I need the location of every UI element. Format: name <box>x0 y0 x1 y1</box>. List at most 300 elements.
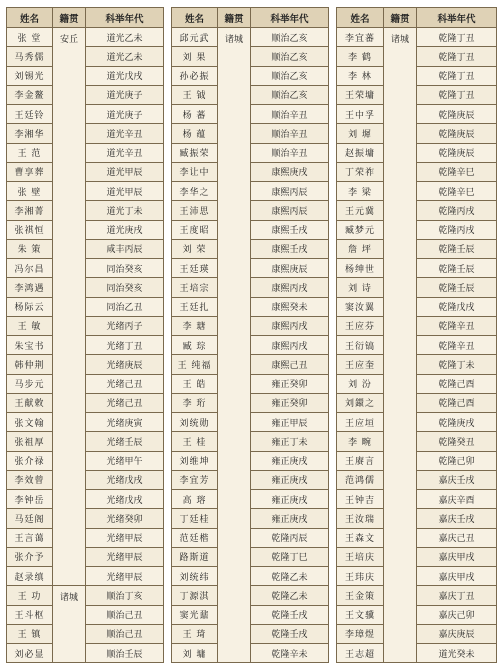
table-row <box>7 432 164 451</box>
cell-name: 张 堂 <box>7 28 53 47</box>
cell-name: 刘统勋 <box>172 413 218 432</box>
table-row <box>337 162 497 181</box>
cell-era: 乾隆丁未 <box>417 355 497 374</box>
cell-era: 道光庚子 <box>86 105 164 124</box>
table-row <box>337 259 497 278</box>
cell-era: 同治乙丑 <box>86 297 164 316</box>
cell-era: 光绪甲辰 <box>86 528 164 547</box>
table-row <box>172 374 329 393</box>
table-row <box>337 316 497 335</box>
table-row <box>337 644 497 663</box>
cell-era: 雍正癸卯 <box>251 374 329 393</box>
cell-era: 嘉庆己卯 <box>417 605 497 624</box>
cell-era: 乾隆乙未 <box>251 586 329 605</box>
cell-era: 嘉庆甲戌 <box>417 567 497 586</box>
cell-era: 光绪庚辰 <box>86 355 164 374</box>
header-name: 姓名 <box>7 8 53 28</box>
table-row <box>337 509 497 528</box>
cell-era: 嘉庆甲戌 <box>417 547 497 566</box>
cell-era: 康熙己丑 <box>251 355 329 374</box>
cell-name: 范鸿儒 <box>337 470 384 489</box>
table-row <box>337 432 497 451</box>
cell-name: 王培庆 <box>337 547 384 566</box>
table-row <box>172 528 329 547</box>
table-row <box>7 162 164 181</box>
cell-name: 杨 蕴 <box>172 124 218 143</box>
cell-era: 光绪戊戌 <box>86 490 164 509</box>
table-row <box>7 490 164 509</box>
table-row <box>172 413 329 432</box>
cell-era: 顺治辛丑 <box>251 124 329 143</box>
table-row <box>337 567 497 586</box>
cell-name: 赵振墉 <box>337 143 384 162</box>
cell-name: 臧梦元 <box>337 220 384 239</box>
cell-name: 刘锡光 <box>7 66 53 85</box>
table-row <box>337 220 497 239</box>
header-row <box>172 8 329 28</box>
cell-era: 光绪壬辰 <box>86 432 164 451</box>
table-row <box>337 278 497 297</box>
table-row <box>172 47 329 66</box>
cell-name: 李 珩 <box>172 393 218 412</box>
table-row <box>337 85 497 104</box>
cell-era: 乾隆丙戌 <box>417 220 497 239</box>
cell-era: 康熙丙戌 <box>251 336 329 355</box>
cell-name: 刘鐶之 <box>337 393 384 412</box>
cell-name: 张文翰 <box>7 413 53 432</box>
cell-name: 窦光鼐 <box>172 605 218 624</box>
cell-era: 顺治己丑 <box>86 605 164 624</box>
cell-era: 嘉庆丁丑 <box>417 586 497 605</box>
cell-era: 乾隆乙未 <box>251 567 329 586</box>
cell-place: 安丘 <box>53 28 86 586</box>
table-row <box>172 393 329 412</box>
cell-era: 光绪戊戌 <box>86 470 164 489</box>
cell-name: 李璋煜 <box>337 624 384 643</box>
table-row <box>7 528 164 547</box>
cell-name: 李宜蕃 <box>337 28 384 47</box>
cell-name: 王 皓 <box>172 374 218 393</box>
cell-name: 李金鳌 <box>7 85 53 104</box>
table-row <box>172 605 329 624</box>
cell-era: 乾隆庚戌 <box>417 413 497 432</box>
table-row <box>337 297 497 316</box>
header-row <box>337 8 497 28</box>
table-row <box>337 490 497 509</box>
table-row <box>172 278 329 297</box>
cell-era: 顺治辛丑 <box>251 143 329 162</box>
cell-name: 李效曾 <box>7 470 53 489</box>
cell-era: 乾隆壬辰 <box>417 278 497 297</box>
cell-name: 张介予 <box>7 547 53 566</box>
table-row <box>337 605 497 624</box>
cell-name: 冯尔昌 <box>7 259 53 278</box>
table-row <box>7 336 164 355</box>
cell-era: 顺治辛丑 <box>251 105 329 124</box>
header-era: 科举年代 <box>251 8 329 28</box>
cell-era: 乾隆丁丑 <box>417 66 497 85</box>
header-place: 籍贯 <box>53 8 86 28</box>
cell-era: 道光辛丑 <box>86 143 164 162</box>
table-row <box>7 220 164 239</box>
cell-name: 李湘菁 <box>7 201 53 220</box>
cell-name: 王培宗 <box>172 278 218 297</box>
roster-tables <box>6 7 496 660</box>
cell-name: 刘 墀 <box>337 124 384 143</box>
header-place: 籍贯 <box>384 8 417 28</box>
cell-era: 嘉庆壬戌 <box>417 470 497 489</box>
cell-name: 王汝瑞 <box>337 509 384 528</box>
cell-name: 刘维坤 <box>172 451 218 470</box>
cell-era: 康熙壬戌 <box>251 239 329 258</box>
cell-era: 道光乙未 <box>86 47 164 66</box>
table-row <box>337 105 497 124</box>
table-row <box>337 28 497 47</box>
header-row <box>7 8 164 28</box>
cell-era: 乾隆庚辰 <box>417 124 497 143</box>
table-row <box>7 66 164 85</box>
table-row <box>337 47 497 66</box>
header-era: 科举年代 <box>417 8 497 28</box>
cell-name: 王元冀 <box>337 201 384 220</box>
table-row <box>7 393 164 412</box>
cell-era: 顺治乙亥 <box>251 85 329 104</box>
cell-era: 道光癸未 <box>417 644 497 663</box>
table-row <box>337 66 497 85</box>
table-row <box>172 355 329 374</box>
cell-era: 乾隆庚辰 <box>417 105 497 124</box>
cell-era: 顺治丁亥 <box>86 586 164 605</box>
table-row <box>172 451 329 470</box>
cell-name: 张祖厚 <box>7 432 53 451</box>
cell-name: 王金策 <box>337 586 384 605</box>
cell-era: 光绪丁丑 <box>86 336 164 355</box>
cell-name: 詹 坪 <box>337 239 384 258</box>
table-row <box>337 470 497 489</box>
cell-name: 王 范 <box>7 143 53 162</box>
table-row <box>172 124 329 143</box>
cell-name: 朱 策 <box>7 239 53 258</box>
table-row <box>172 162 329 181</box>
cell-era: 光绪己丑 <box>86 374 164 393</box>
table-row <box>172 259 329 278</box>
cell-name: 丁廷桂 <box>172 509 218 528</box>
cell-era: 道光丁未 <box>86 201 164 220</box>
cell-name: 臧振荣 <box>172 143 218 162</box>
cell-name: 刘 汾 <box>337 374 384 393</box>
table-row <box>7 239 164 258</box>
cell-era: 嘉庆庚辰 <box>417 624 497 643</box>
cell-name: 路斯道 <box>172 547 218 566</box>
cell-era: 光绪庚寅 <box>86 413 164 432</box>
cell-name: 王 钺 <box>172 85 218 104</box>
cell-era: 嘉庆己丑 <box>417 528 497 547</box>
cell-name: 马步元 <box>7 374 53 393</box>
cell-era: 雍正庚戌 <box>251 490 329 509</box>
cell-name: 王应奎 <box>337 355 384 374</box>
cell-era: 光绪甲辰 <box>86 547 164 566</box>
table-row <box>337 528 497 547</box>
header-place: 籍贯 <box>218 8 251 28</box>
cell-name: 张祺恒 <box>7 220 53 239</box>
header-name: 姓名 <box>337 8 384 28</box>
cell-name: 王应垣 <box>337 413 384 432</box>
table-row <box>172 28 329 47</box>
cell-era: 顺治乙亥 <box>251 28 329 47</box>
cell-name: 王志超 <box>337 644 384 663</box>
table-row <box>7 374 164 393</box>
cell-era: 咸丰丙辰 <box>86 239 164 258</box>
cell-era: 康熙庚戌 <box>251 162 329 181</box>
cell-era: 乾隆壬辰 <box>417 239 497 258</box>
cell-name: 王 敏 <box>7 316 53 335</box>
table-row <box>7 201 164 220</box>
roster-table-1 <box>6 7 164 663</box>
table-row <box>172 239 329 258</box>
cell-era: 雍正庚戌 <box>251 470 329 489</box>
cell-name: 杨际云 <box>7 297 53 316</box>
cell-era: 乾隆癸丑 <box>417 432 497 451</box>
cell-era: 乾隆辛丑 <box>417 316 497 335</box>
table-row <box>7 509 164 528</box>
table-row <box>7 124 164 143</box>
table-row <box>172 586 329 605</box>
cell-era: 道光庚子 <box>86 85 164 104</box>
cell-era: 光绪癸卯 <box>86 509 164 528</box>
table-row <box>337 336 497 355</box>
cell-name: 王廷扎 <box>172 297 218 316</box>
cell-era: 乾隆丙辰 <box>251 528 329 547</box>
table-row <box>337 393 497 412</box>
cell-name: 王沛思 <box>172 201 218 220</box>
table-row <box>7 47 164 66</box>
cell-era: 嘉庆辛酉 <box>417 490 497 509</box>
table-row <box>7 547 164 566</box>
table-row <box>7 470 164 489</box>
table-row <box>7 85 164 104</box>
cell-era: 顺治乙亥 <box>251 66 329 85</box>
table-row <box>7 567 164 586</box>
cell-era: 乾隆己酉 <box>417 393 497 412</box>
cell-era: 顺治壬辰 <box>86 644 164 663</box>
cell-name: 李钟岳 <box>7 490 53 509</box>
cell-era: 顺治乙亥 <box>251 47 329 66</box>
cell-era: 道光甲辰 <box>86 162 164 181</box>
cell-name: 王斗枢 <box>7 605 53 624</box>
table-row <box>7 644 164 663</box>
cell-name: 王言蔼 <box>7 528 53 547</box>
cell-era: 同治癸亥 <box>86 278 164 297</box>
cell-place: 诸城 <box>53 586 86 663</box>
cell-era: 康熙丙辰 <box>251 201 329 220</box>
cell-name: 王中孚 <box>337 105 384 124</box>
cell-name: 臧 琮 <box>172 336 218 355</box>
cell-name: 马秀儒 <box>7 47 53 66</box>
table-row <box>337 124 497 143</box>
cell-name: 李湘华 <box>7 124 53 143</box>
cell-name: 丁荣祚 <box>337 162 384 181</box>
cell-name: 李 梁 <box>337 182 384 201</box>
cell-era: 乾隆戊戌 <box>417 297 497 316</box>
table-row <box>337 201 497 220</box>
cell-name: 王 桂 <box>172 432 218 451</box>
table-row <box>7 605 164 624</box>
cell-name: 王廷铃 <box>7 105 53 124</box>
cell-era: 康熙庚辰 <box>251 259 329 278</box>
table-row <box>7 586 164 605</box>
cell-era: 康熙丙戌 <box>251 278 329 297</box>
cell-name: 李宜芳 <box>172 470 218 489</box>
table-row <box>7 259 164 278</box>
table-row <box>172 316 329 335</box>
cell-era: 乾隆己酉 <box>417 374 497 393</box>
table-row <box>337 143 497 162</box>
cell-name: 王献敕 <box>7 393 53 412</box>
cell-name: 王廷瑛 <box>172 259 218 278</box>
cell-era: 雍正甲辰 <box>251 413 329 432</box>
table-row <box>172 547 329 566</box>
cell-era: 道光庚戌 <box>86 220 164 239</box>
cell-place: 诸城 <box>384 28 417 663</box>
header-era: 科举年代 <box>86 8 164 28</box>
table-row <box>172 490 329 509</box>
header-name: 姓名 <box>172 8 218 28</box>
table-row <box>7 28 164 47</box>
cell-era: 乾隆壬戌 <box>251 605 329 624</box>
cell-era: 康熙壬戌 <box>251 220 329 239</box>
table-row <box>7 143 164 162</box>
cell-era: 雍正庚戌 <box>251 451 329 470</box>
cell-era: 乾隆丁丑 <box>417 85 497 104</box>
cell-era: 雍正癸卯 <box>251 393 329 412</box>
cell-name: 李 瑭 <box>172 316 218 335</box>
cell-name: 张介禄 <box>7 451 53 470</box>
table-row <box>337 547 497 566</box>
table-row <box>172 509 329 528</box>
table-row <box>172 85 329 104</box>
cell-name: 李鸿遇 <box>7 278 53 297</box>
table-row <box>172 644 329 663</box>
cell-era: 雍正庚戌 <box>251 509 329 528</box>
cell-era: 光绪丙子 <box>86 316 164 335</box>
cell-era: 乾隆辛未 <box>251 644 329 663</box>
cell-era: 道光戊戌 <box>86 66 164 85</box>
table-row <box>7 316 164 335</box>
cell-era: 乾隆壬戌 <box>251 624 329 643</box>
table-row <box>172 182 329 201</box>
table-row <box>337 239 497 258</box>
cell-name: 李华之 <box>172 182 218 201</box>
table-row <box>172 432 329 451</box>
cell-era: 康熙丙辰 <box>251 182 329 201</box>
cell-name: 张 壁 <box>7 182 53 201</box>
cell-name: 邱元武 <box>172 28 218 47</box>
cell-era: 康熙癸未 <box>251 297 329 316</box>
table-row <box>7 297 164 316</box>
table-row <box>337 586 497 605</box>
cell-name: 李 鹤 <box>337 47 384 66</box>
table-row <box>337 413 497 432</box>
cell-name: 王钟吉 <box>337 490 384 509</box>
roster-table-2 <box>171 7 329 663</box>
cell-era: 乾隆丁丑 <box>417 47 497 66</box>
cell-name: 刘统纬 <box>172 567 218 586</box>
table-row <box>172 470 329 489</box>
cell-era: 乾隆丁巳 <box>251 547 329 566</box>
cell-name: 李让中 <box>172 162 218 181</box>
cell-name: 王赓言 <box>337 451 384 470</box>
cell-name: 刘 诗 <box>337 278 384 297</box>
cell-name: 赵录缜 <box>7 567 53 586</box>
table-row <box>337 355 497 374</box>
cell-era: 光绪己丑 <box>86 393 164 412</box>
cell-name: 杨 蕃 <box>172 105 218 124</box>
cell-era: 乾隆辛巳 <box>417 182 497 201</box>
cell-name: 王衍镐 <box>337 336 384 355</box>
table-row <box>7 413 164 432</box>
cell-name: 朱宝书 <box>7 336 53 355</box>
table-row <box>172 66 329 85</box>
table-row <box>337 374 497 393</box>
cell-era: 雍正丁未 <box>251 432 329 451</box>
table-row <box>7 105 164 124</box>
cell-name: 王森文 <box>337 528 384 547</box>
cell-name: 刘必显 <box>7 644 53 663</box>
cell-name: 孙必振 <box>172 66 218 85</box>
cell-era: 乾隆丙戌 <box>417 201 497 220</box>
table-row <box>172 220 329 239</box>
cell-era: 乾隆辛巳 <box>417 162 497 181</box>
cell-name: 杨绅世 <box>337 259 384 278</box>
cell-name: 窦汝翼 <box>337 297 384 316</box>
cell-era: 乾隆己卯 <box>417 451 497 470</box>
cell-name: 范廷楷 <box>172 528 218 547</box>
cell-name: 王应芬 <box>337 316 384 335</box>
cell-era: 乾隆丁丑 <box>417 28 497 47</box>
cell-era: 同治癸亥 <box>86 259 164 278</box>
cell-name: 丁源淇 <box>172 586 218 605</box>
cell-name: 王文骥 <box>337 605 384 624</box>
cell-era: 光绪甲辰 <box>86 567 164 586</box>
cell-name: 高 瑢 <box>172 490 218 509</box>
cell-name: 王 琦 <box>172 624 218 643</box>
table-row <box>172 201 329 220</box>
cell-era: 乾隆辛丑 <box>417 336 497 355</box>
table-row <box>172 105 329 124</box>
cell-name: 王荣墉 <box>337 85 384 104</box>
table-row <box>7 451 164 470</box>
cell-name: 韩仲荆 <box>7 355 53 374</box>
cell-name: 王 纯福 <box>172 355 218 374</box>
cell-era: 乾隆庚辰 <box>417 143 497 162</box>
table-row <box>7 355 164 374</box>
cell-era: 康熙丙戌 <box>251 316 329 335</box>
table-row <box>172 567 329 586</box>
cell-era: 道光甲辰 <box>86 182 164 201</box>
table-row <box>172 336 329 355</box>
table-row <box>337 451 497 470</box>
cell-name: 曹享葬 <box>7 162 53 181</box>
cell-name: 刘 果 <box>172 47 218 66</box>
cell-name: 李 畹 <box>337 432 384 451</box>
cell-era: 道光辛丑 <box>86 124 164 143</box>
table-row <box>7 278 164 297</box>
table-row <box>337 182 497 201</box>
cell-name: 刘 荣 <box>172 239 218 258</box>
cell-era: 嘉庆壬戌 <box>417 509 497 528</box>
roster-table-3 <box>336 7 497 663</box>
cell-era: 顺治己丑 <box>86 624 164 643</box>
